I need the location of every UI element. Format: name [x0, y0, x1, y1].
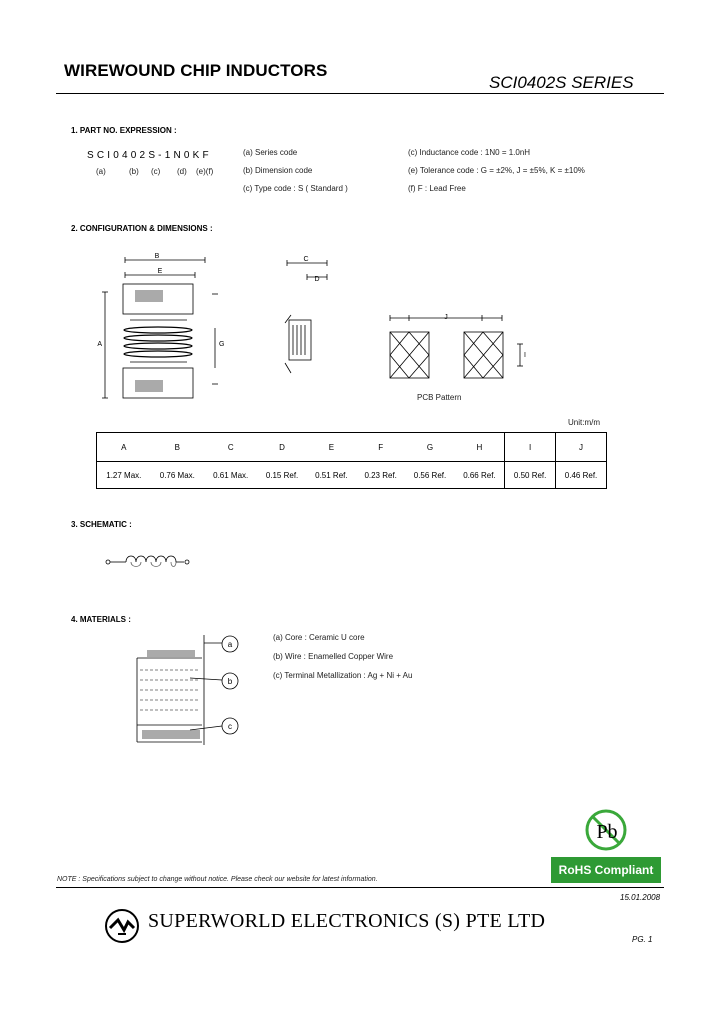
dim-label-i: I: [524, 352, 526, 359]
document-title: WIREWOUND CHIP INDUCTORS: [64, 61, 328, 80]
dim-label-a: A: [97, 341, 102, 348]
dim-label-d: D: [314, 276, 320, 283]
table-header-b: B: [151, 433, 204, 462]
callout-a: a: [227, 640, 233, 649]
part-label-a: (a): [96, 167, 106, 176]
table-header-g: G: [405, 433, 454, 462]
table-header-a: A: [97, 433, 151, 462]
dim-label-c: C: [303, 256, 309, 263]
rohs-compliant-badge: RoHS Compliant: [551, 857, 661, 883]
table-value-e: 0.51 Ref.: [307, 462, 356, 489]
side-view-drawing: [275, 255, 335, 385]
dim-label-e: E: [157, 268, 163, 275]
materials-drawing: [132, 630, 247, 750]
code-type: (c) Type code : S ( Standard ): [243, 184, 348, 193]
table-value-row: [97, 462, 607, 489]
table-header-h: H: [455, 433, 505, 462]
code-inductance: (c) Inductance code : 1N0 = 1.0nH: [408, 148, 531, 157]
inductor-schematic: [104, 552, 194, 572]
section-config-heading: 2. CONFIGURATION & DIMENSIONS :: [71, 224, 213, 233]
series-name: SCI0402S SERIES: [489, 73, 634, 92]
table-value-c: 0.61 Max.: [204, 462, 257, 489]
dim-label-j: J: [444, 314, 448, 321]
part-label-ef: (e)(f): [196, 167, 214, 176]
document-date: 15.01.2008: [620, 893, 661, 902]
table-value-j: 0.46 Ref.: [556, 462, 607, 489]
dimensions-table: [96, 432, 607, 489]
pb-symbol: Pb: [596, 821, 618, 843]
callout-b: b: [227, 677, 233, 686]
table-value-i: 0.50 Ref.: [505, 462, 556, 489]
code-lead-free: (f) F : Lead Free: [408, 184, 466, 193]
material-terminal: (c) Terminal Metallization : Ag + Ni + Au: [273, 671, 413, 680]
section-part-no-heading: 1. PART NO. EXPRESSION :: [71, 126, 177, 135]
table-header-d: D: [257, 433, 306, 462]
company-name: SUPERWORLD ELECTRONICS (S) PTE LTD: [148, 910, 546, 932]
lead-free-icon: [584, 808, 628, 852]
part-label-d: (d): [177, 167, 187, 176]
material-core: (a) Core : Ceramic U core: [273, 633, 365, 642]
table-value-f: 0.23 Ref.: [356, 462, 405, 489]
table-value-d: 0.15 Ref.: [257, 462, 306, 489]
material-wire: (b) Wire : Enamelled Copper Wire: [273, 652, 394, 661]
table-value-g: 0.56 Ref.: [405, 462, 454, 489]
part-number: SCI0402S-1N0KF: [87, 150, 212, 161]
table-header-j: J: [556, 433, 607, 462]
table-value-h: 0.66 Ref.: [455, 462, 505, 489]
company-logo-icon: [104, 908, 140, 944]
table-value-a: 1.27 Max.: [97, 462, 151, 489]
code-tolerance: (e) Tolerance code : G = ±2%, J = ±5%, K = ±10%: [408, 166, 585, 175]
header-divider: [56, 93, 664, 94]
section-schematic-heading: 3. SCHEMATIC :: [71, 520, 132, 529]
table-header-e: E: [307, 433, 356, 462]
pcb-caption: PCB Pattern: [417, 393, 462, 402]
table-value-b: 0.76 Max.: [151, 462, 204, 489]
page-number: PG. 1: [632, 935, 653, 944]
dim-label-g: G: [219, 341, 225, 348]
front-view-drawing: [95, 250, 235, 410]
pcb-pattern-drawing: [384, 310, 529, 390]
specification-note: NOTE : Specifications subject to change without notice. Please check our website for latest information.: [57, 876, 378, 883]
footer-divider: [56, 887, 664, 888]
table-header-row: [97, 433, 607, 462]
unit-label: Unit:m/m: [568, 418, 600, 427]
section-materials-heading: 4. MATERIALS :: [71, 615, 131, 624]
table-header-f: F: [356, 433, 405, 462]
code-series: (a) Series code: [243, 148, 298, 157]
callout-c: c: [228, 722, 232, 731]
code-dimension: (b) Dimension code: [243, 166, 313, 175]
table-header-c: C: [204, 433, 257, 462]
table-header-i: I: [505, 433, 556, 462]
dim-label-b: B: [154, 253, 160, 260]
part-label-c: (c): [151, 167, 161, 176]
part-label-b: (b): [129, 167, 139, 176]
